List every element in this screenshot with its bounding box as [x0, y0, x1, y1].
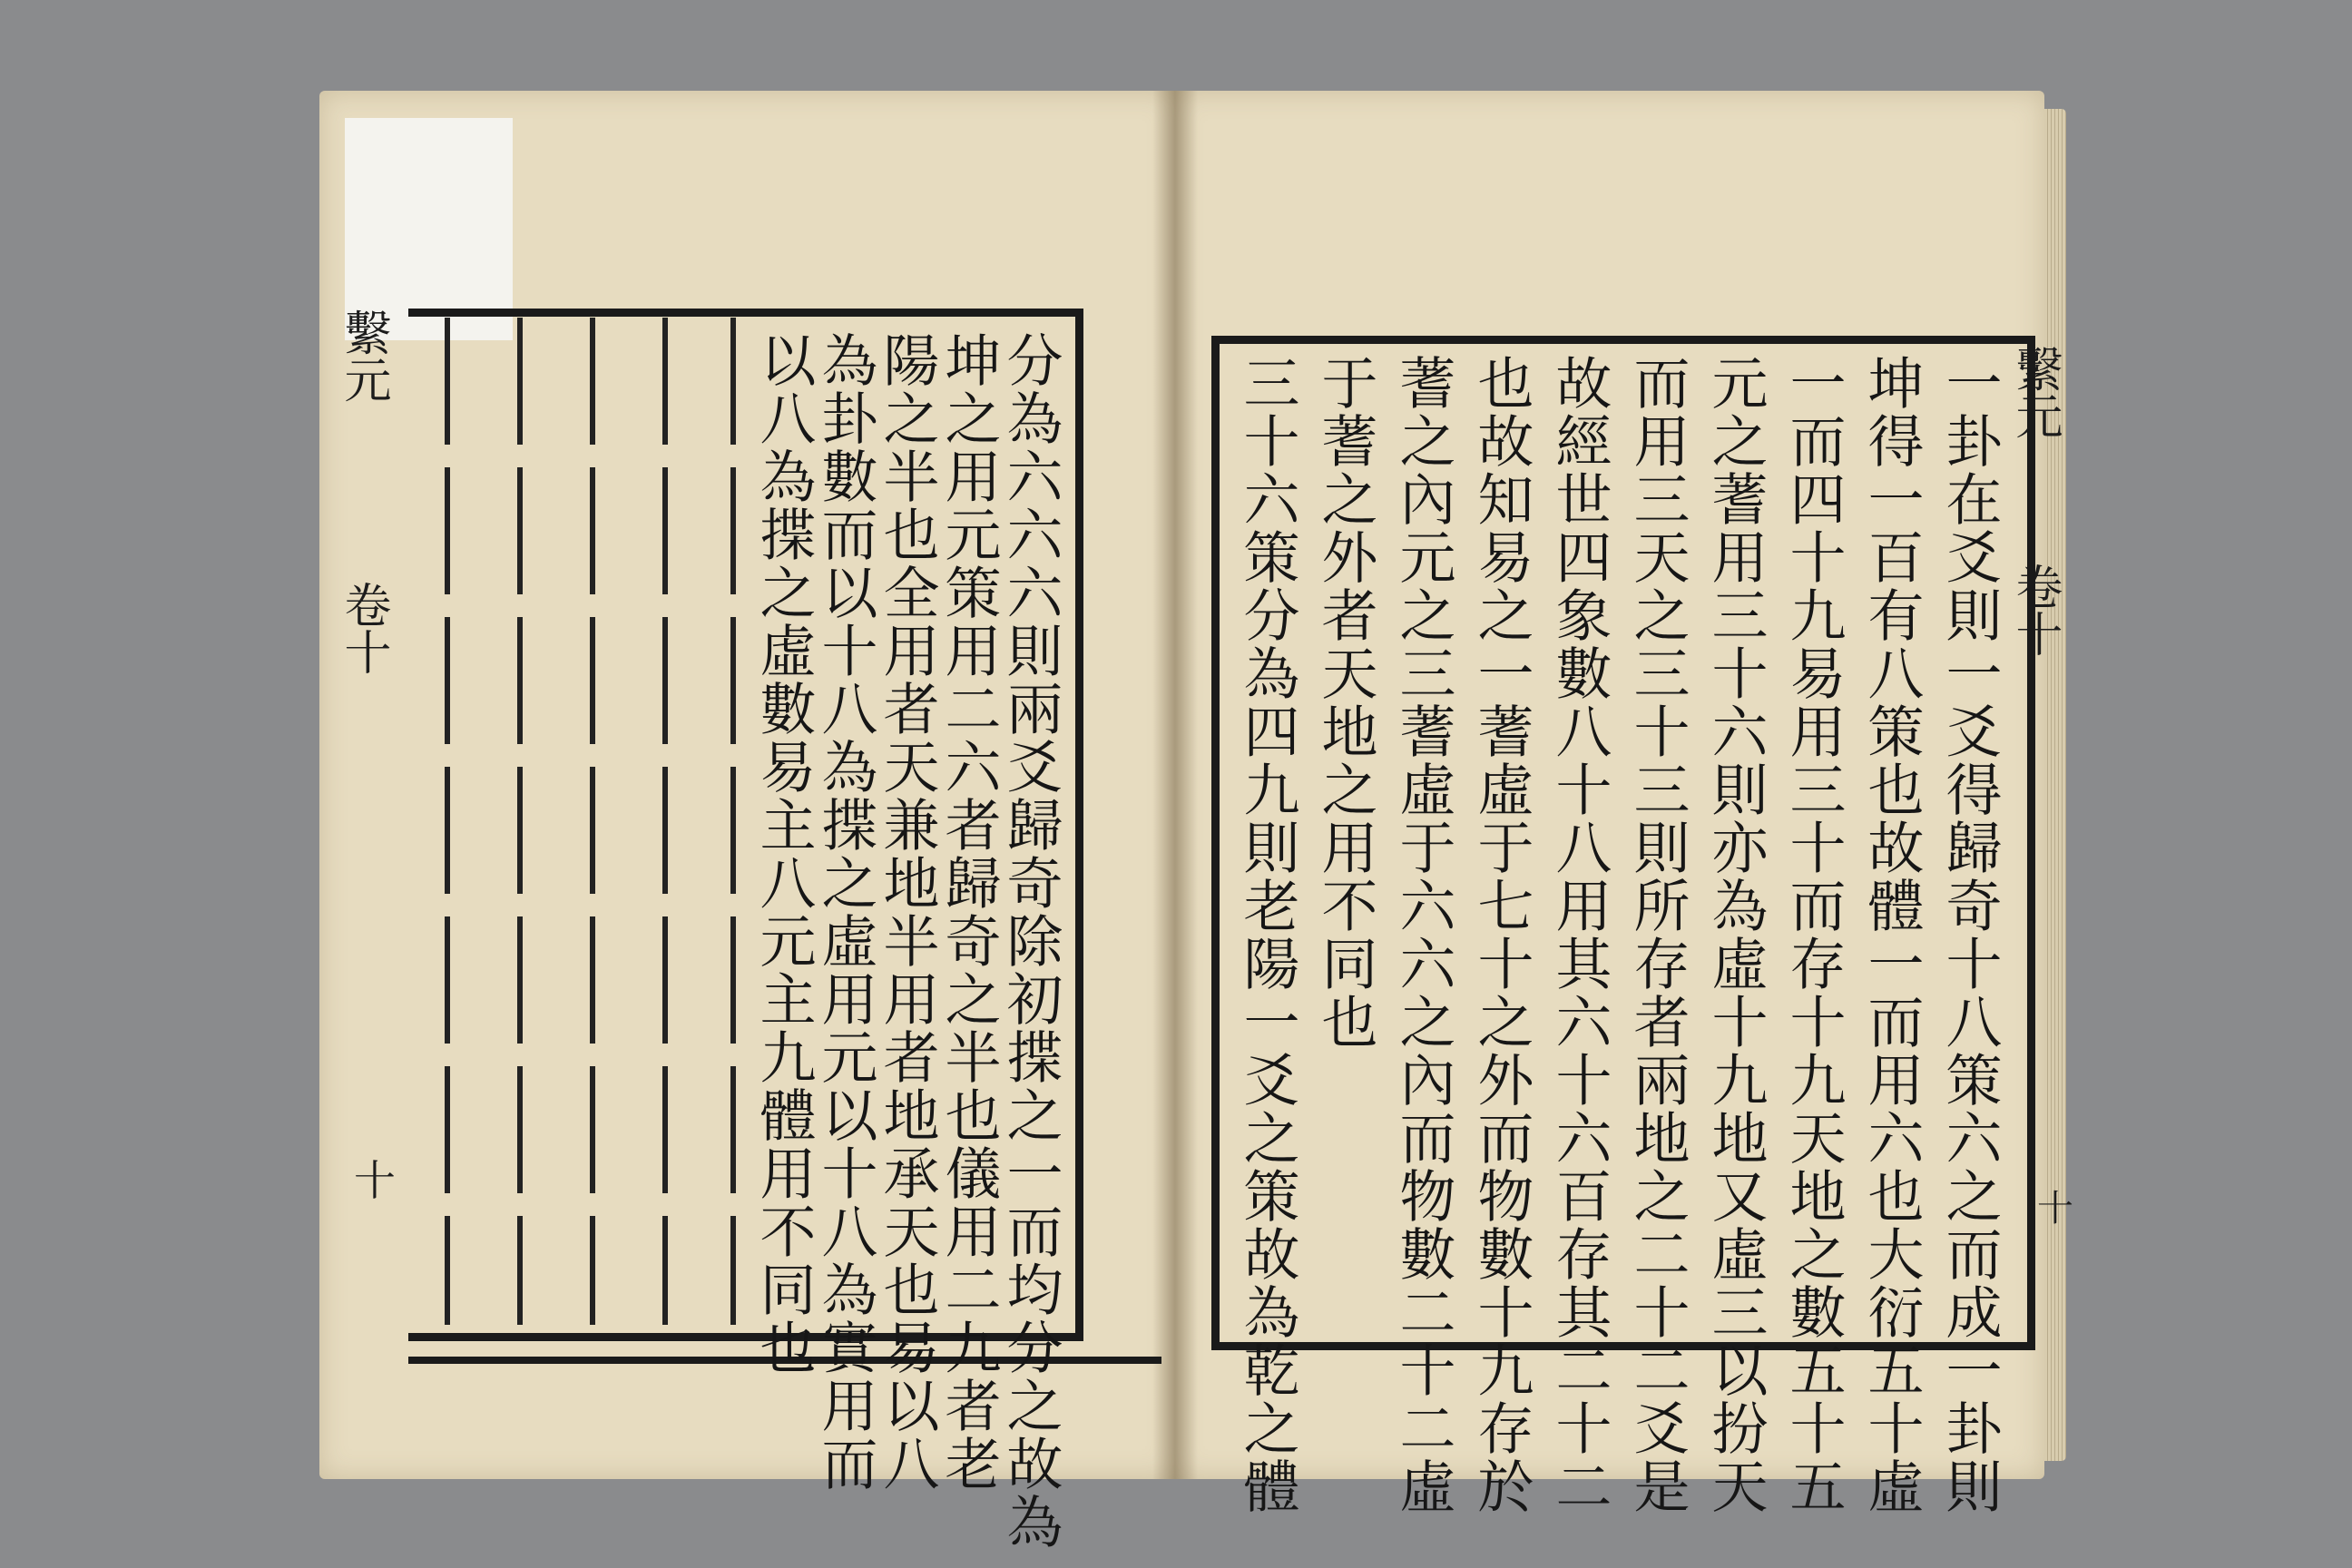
- page-edges: [2044, 109, 2066, 1461]
- book-spine: [1152, 91, 1198, 1479]
- text-column: 陽之半也全用者天兼地半用者地承天也易以八: [874, 331, 940, 1493]
- text-column: 以八為揲之虛數易主八元主九體用不同也: [750, 331, 817, 1377]
- text-column: 分為六六六則兩爻歸奇除初揲之一而均分之故為: [997, 331, 1063, 1551]
- right-margin-volume: 卷十: [2007, 563, 2062, 657]
- column-rule: [662, 318, 668, 1325]
- left-margin-volume: 卷十: [336, 581, 390, 675]
- column-rule: [445, 318, 450, 1325]
- text-column: 一而四十九易用三十而存十九天地之數五十五: [1780, 354, 1847, 1515]
- left-text-block: [750, 331, 1066, 1551]
- text-column: 故經世四象數八十八用其六十六百存其二十二: [1546, 354, 1612, 1515]
- column-rule: [730, 318, 736, 1325]
- column-rule: [590, 318, 595, 1325]
- text-column: 于蓍之外者天地之用不同也: [1312, 354, 1378, 1051]
- text-column: 也故知易之一蓍虛于七十之外而物數十九存於: [1468, 354, 1534, 1515]
- text-column: 三十六策分為四九則老陽一爻之策故為乾之體: [1234, 354, 1300, 1515]
- column-rule: [517, 318, 523, 1325]
- right-page-number: 十: [2037, 1188, 2073, 1230]
- left-page-number: 十: [354, 1156, 396, 1205]
- paper-repair-patch: [345, 118, 513, 340]
- text-column: 元之蓍用三十六則亦為虛十九地又虛三以扮天: [1702, 354, 1769, 1515]
- right-margin-title: 繫元: [2007, 345, 2062, 439]
- text-column: 坤得一百有八策也故體一而用六也大衍五十虛: [1858, 354, 1925, 1515]
- left-blank-rules: [408, 318, 735, 1325]
- text-column: 一卦在爻則一爻得歸奇十八策六之而成一卦則: [1936, 354, 2003, 1515]
- text-column: 坤之用元策用二六者歸奇之半也儀用二九者老: [936, 331, 1002, 1493]
- open-book: [309, 91, 2073, 1551]
- left-margin-title: 繫元: [336, 309, 390, 403]
- text-column: 為卦數而以十八為揲之虛用元以十八為實用而: [812, 331, 878, 1493]
- text-column: 而用三天之三十三則所存者兩地之二十二爻是: [1624, 354, 1690, 1515]
- text-column: 蓍之內元之三蓍虛于六六之內而物數二十二虛: [1390, 354, 1456, 1515]
- right-text-block: [1225, 354, 2005, 1515]
